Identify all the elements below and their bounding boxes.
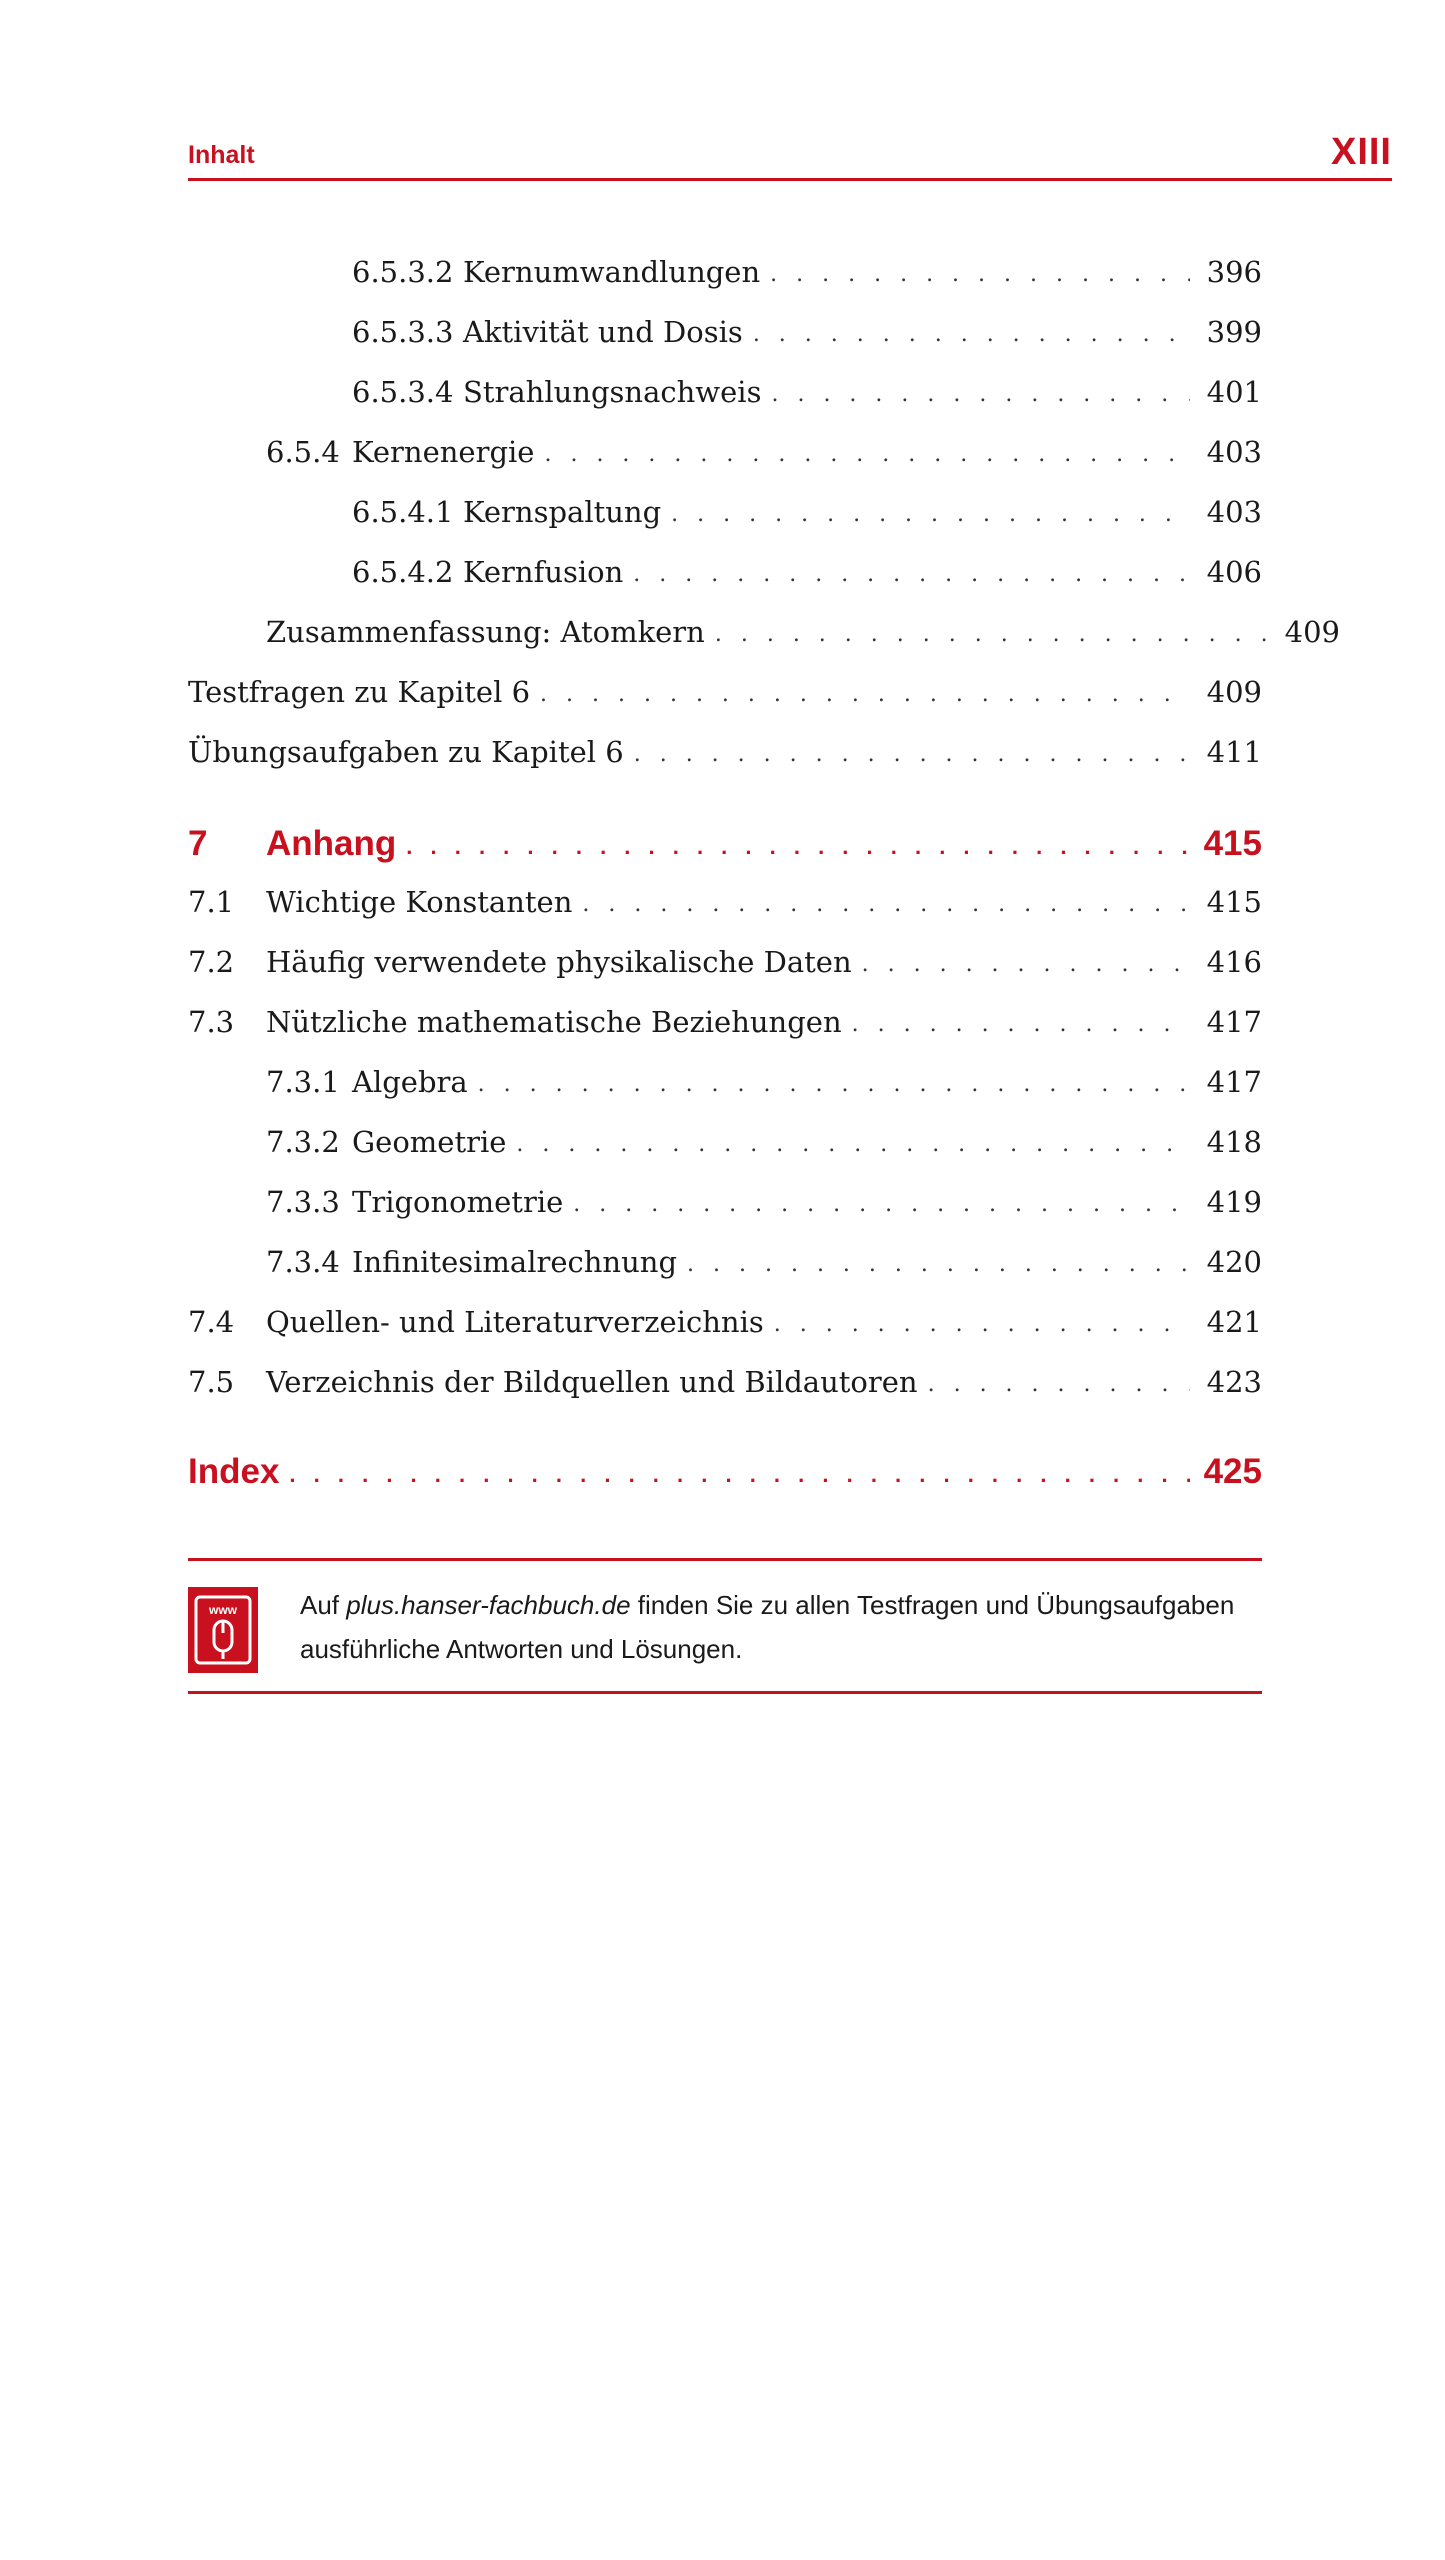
toc-entry-number: 6.5.3.4 bbox=[352, 375, 454, 409]
dot-leader bbox=[671, 498, 1190, 532]
toc-chapter-page: 415 bbox=[1203, 824, 1262, 863]
toc-entry-page: 403 bbox=[1206, 495, 1262, 529]
dot-leader bbox=[687, 1248, 1190, 1282]
toc-entry[interactable] bbox=[188, 488, 1262, 532]
toc-entry-page: 418 bbox=[1206, 1125, 1262, 1159]
toc-entry-number: 6.5.3.2 bbox=[352, 255, 454, 289]
toc-chapter-entry[interactable] bbox=[188, 812, 1262, 864]
toc-entry-page: 417 bbox=[1206, 1005, 1262, 1039]
toc-entry-page: 415 bbox=[1206, 885, 1262, 919]
dot-leader bbox=[289, 1458, 1190, 1492]
toc-entry-title: Algebra bbox=[352, 1065, 468, 1099]
dot-leader bbox=[862, 948, 1190, 982]
dot-leader bbox=[633, 558, 1190, 592]
toc-entry-title: Aktivität und Dosis bbox=[463, 315, 743, 349]
toc-entry-title: Nützliche mathematische Beziehungen bbox=[266, 1005, 842, 1039]
svg-text:www: www bbox=[208, 1603, 238, 1617]
www-mouse-icon bbox=[188, 1587, 258, 1673]
toc-entry-title: Infinitesimalrechnung bbox=[352, 1245, 678, 1279]
dot-leader bbox=[852, 1008, 1190, 1042]
dot-leader bbox=[928, 1368, 1190, 1402]
toc-entry-number: 7.3.3 bbox=[266, 1185, 340, 1219]
toc-entry-page: 419 bbox=[1206, 1185, 1262, 1219]
toc-entry-page: 409 bbox=[1284, 615, 1340, 649]
dot-leader bbox=[540, 678, 1190, 712]
dot-leader bbox=[573, 1188, 1190, 1222]
toc-entry-page: 411 bbox=[1206, 735, 1262, 769]
toc-entry-page: 406 bbox=[1206, 555, 1262, 589]
toc-entry[interactable] bbox=[188, 248, 1262, 292]
toc-entry-title: Geometrie bbox=[352, 1125, 507, 1159]
toc-entry-number: 7.3.4 bbox=[266, 1245, 340, 1279]
dot-leader bbox=[516, 1128, 1190, 1162]
toc-entry[interactable] bbox=[188, 368, 1262, 412]
toc-entry-title: Kernfusion bbox=[463, 555, 624, 589]
toc-entry-number: 6.5.3.3 bbox=[352, 315, 454, 349]
info-text-after: finden Sie zu allen Testfragen und Übungsaufgaben ausführliche Antworten und Lösungen. bbox=[300, 1590, 1235, 1664]
info-text bbox=[300, 1583, 1262, 1671]
toc-entry[interactable] bbox=[188, 668, 1262, 712]
toc-entry-page: 417 bbox=[1206, 1065, 1262, 1099]
toc-entry-title: Trigonometrie bbox=[352, 1185, 564, 1219]
toc-entry[interactable] bbox=[188, 428, 1262, 472]
info-text-before: Auf bbox=[300, 1590, 347, 1620]
dot-leader bbox=[774, 1308, 1190, 1342]
info-box bbox=[188, 1558, 1262, 1694]
toc-entry-number: 7.3 bbox=[188, 1005, 235, 1039]
toc-entry-number: 7.2 bbox=[188, 945, 235, 979]
toc-entry[interactable] bbox=[188, 1058, 1262, 1102]
dot-leader bbox=[753, 318, 1190, 352]
toc-entry[interactable] bbox=[188, 548, 1262, 592]
toc-entry-title: Kernumwandlungen bbox=[463, 255, 761, 289]
toc-chapter-page: 425 bbox=[1203, 1452, 1262, 1491]
toc-entry-title: Häufig verwendete physikalische Daten bbox=[266, 945, 852, 979]
toc-entry-title: Testfragen zu Kapitel 6 bbox=[188, 675, 531, 709]
toc-entry-number: 7.3.1 bbox=[266, 1065, 340, 1099]
toc-entry-page: 423 bbox=[1206, 1365, 1262, 1399]
toc-entry[interactable] bbox=[188, 728, 1262, 772]
toc-entry-page: 403 bbox=[1206, 435, 1262, 469]
toc-entry[interactable] bbox=[188, 1298, 1262, 1342]
toc-entry[interactable] bbox=[188, 1358, 1262, 1402]
toc-entry-number: 7.4 bbox=[188, 1305, 235, 1339]
toc-entry-title: Verzeichnis der Bildquellen und Bildautoren bbox=[266, 1365, 918, 1399]
toc-entry-title: Wichtige Konstanten bbox=[266, 885, 573, 919]
toc-entry-page: 420 bbox=[1206, 1245, 1262, 1279]
dot-leader bbox=[715, 618, 1268, 652]
dot-leader bbox=[582, 888, 1190, 922]
toc-entry[interactable] bbox=[188, 1238, 1262, 1282]
toc-entry[interactable] bbox=[188, 1178, 1262, 1222]
dot-leader bbox=[478, 1068, 1190, 1102]
toc-entry-title: Kernspaltung bbox=[463, 495, 662, 529]
toc-entry-title: Zusammenfassung: Atomkern bbox=[266, 615, 705, 649]
toc-chapter-title: Anhang bbox=[266, 824, 397, 863]
toc-entry[interactable] bbox=[188, 1118, 1262, 1162]
toc-entry-number: 6.5.4 bbox=[266, 435, 340, 469]
toc-entry[interactable] bbox=[188, 878, 1262, 922]
toc-entry-number: 7.1 bbox=[188, 885, 235, 919]
toc-entry-page: 416 bbox=[1206, 945, 1262, 979]
dot-leader bbox=[634, 738, 1190, 772]
toc-chapter-number: 7 bbox=[188, 824, 208, 863]
dot-leader bbox=[770, 258, 1190, 292]
dot-leader bbox=[771, 378, 1190, 412]
dot-leader bbox=[544, 438, 1190, 472]
toc-entry-title: Quellen- und Literaturverzeichnis bbox=[266, 1305, 764, 1339]
page-header bbox=[188, 130, 1392, 181]
toc-entry-number: 6.5.4.1 bbox=[352, 495, 454, 529]
website-link[interactable]: plus.hanser-fachbuch.de bbox=[346, 1590, 631, 1620]
toc-entry[interactable] bbox=[188, 938, 1262, 982]
toc-entry[interactable] bbox=[188, 308, 1262, 352]
section-label: Inhalt bbox=[188, 141, 255, 169]
page-number: XIII bbox=[1330, 131, 1392, 173]
toc-entry-title: Übungsaufgaben zu Kapitel 6 bbox=[188, 735, 624, 769]
toc-entry-page: 409 bbox=[1206, 675, 1262, 709]
toc-entry[interactable] bbox=[188, 998, 1262, 1042]
toc-entry-number: 6.5.4.2 bbox=[352, 555, 454, 589]
toc-entry-title: Strahlungsnachweis bbox=[463, 375, 762, 409]
toc-chapter-entry[interactable] bbox=[188, 1440, 1262, 1492]
toc-entry-number: 7.3.2 bbox=[266, 1125, 340, 1159]
toc-entry[interactable] bbox=[188, 608, 1340, 652]
toc-entry-page: 399 bbox=[1206, 315, 1262, 349]
toc-entry-page: 396 bbox=[1206, 255, 1262, 289]
toc-entry-title: Kernenergie bbox=[352, 435, 535, 469]
toc-entry-number: 7.5 bbox=[188, 1365, 235, 1399]
toc-chapter-title: Index bbox=[188, 1452, 280, 1491]
toc-entry-page: 401 bbox=[1206, 375, 1262, 409]
toc-entry-page: 421 bbox=[1206, 1305, 1262, 1339]
dot-leader bbox=[406, 830, 1190, 864]
